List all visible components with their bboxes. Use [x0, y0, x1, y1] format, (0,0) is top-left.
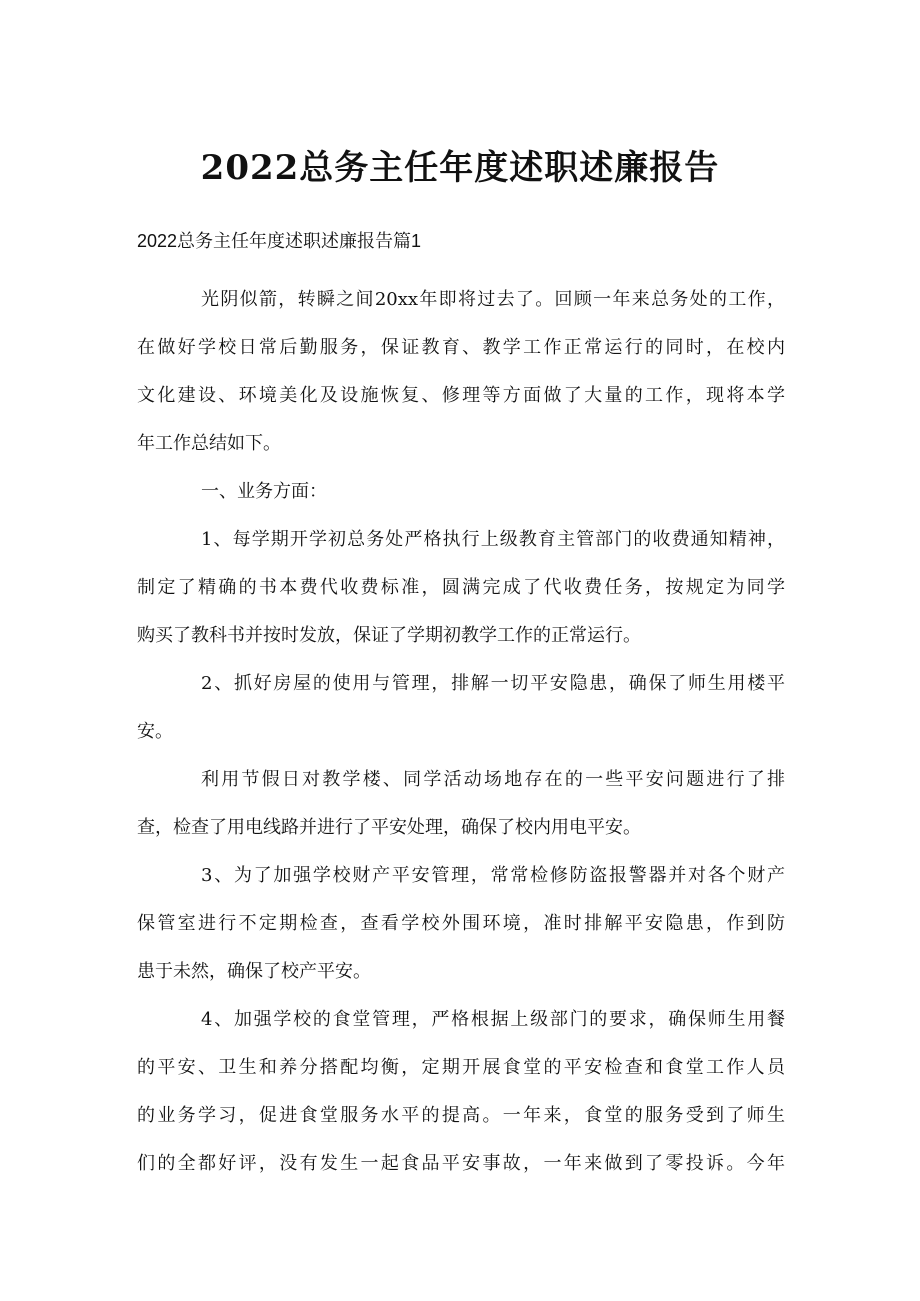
paragraph-line: 利用节假日对教学楼、同学活动场地存在的一些平安问题进行了排 — [201, 769, 785, 790]
paragraph-line: 2、抓好房屋的使用与管理，排解一切平安隐患，确保了师生用楼平 — [201, 673, 785, 694]
paragraph-line: 一、业务方面： — [201, 481, 327, 502]
section-subtitle: 2022总务主任年度述职述廉报告篇1 — [137, 231, 422, 251]
paragraph-line: 制定了精确的书本费代收费标准，圆满完成了代收费任务，按规定为同学 — [137, 577, 785, 598]
document-title: 2022总务主任年度述职述廉报告 — [200, 148, 720, 188]
paragraph-line: 们的全都好评，没有发生一起食品平安事故，一年来做到了零投诉。今年 — [137, 1153, 785, 1174]
paragraph-line: 文化建设、环境美化及设施恢复、修理等方面做了大量的工作，现将本学 — [137, 385, 785, 406]
paragraph-line: 购买了教科书并按时发放，保证了学期初教学工作的正常运行。 — [137, 625, 641, 646]
document-body — [137, 276, 785, 1188]
paragraph-line: 的业务学习，促进食堂服务水平的提高。一年来，食堂的服务受到了师生 — [137, 1105, 785, 1126]
paragraph-line: 1、每学期开学初总务处严格执行上级教育主管部门的收费通知精神， — [201, 529, 785, 550]
paragraph — [137, 756, 785, 852]
paragraph-line: 4、加强学校的食堂管理，严格根据上级部门的要求，确保师生用餐 — [201, 1009, 785, 1030]
paragraph-line: 在做好学校日常后勤服务，保证教育、教学工作正常运行的同时，在校内 — [137, 337, 785, 358]
paragraph-line: 查，检查了用电线路并进行了平安处理，确保了校内用电平安。 — [137, 817, 641, 838]
paragraph — [137, 516, 785, 660]
paragraph-line: 的平安、卫生和养分搭配均衡，定期开展食堂的平安检查和食堂工作人员 — [137, 1057, 785, 1078]
paragraph-line: 安。 — [137, 721, 173, 742]
paragraph — [137, 660, 785, 756]
paragraph — [137, 996, 785, 1188]
paragraph-line: 3、为了加强学校财产平安管理，常常检修防盗报警器并对各个财产 — [201, 865, 785, 886]
paragraph — [137, 468, 785, 516]
paragraph — [137, 276, 785, 468]
paragraph-line: 年工作总结如下。 — [137, 433, 281, 454]
paragraph-line: 保管室进行不定期检查，查看学校外围环境，准时排解平安隐患，作到防 — [137, 913, 785, 934]
paragraph-line: 患于未然，确保了校产平安。 — [137, 961, 371, 982]
paragraph-line: 光阴似箭，转瞬之间20xx年即将过去了。回顾一年来总务处的工作， — [201, 289, 785, 310]
paragraph — [137, 852, 785, 996]
